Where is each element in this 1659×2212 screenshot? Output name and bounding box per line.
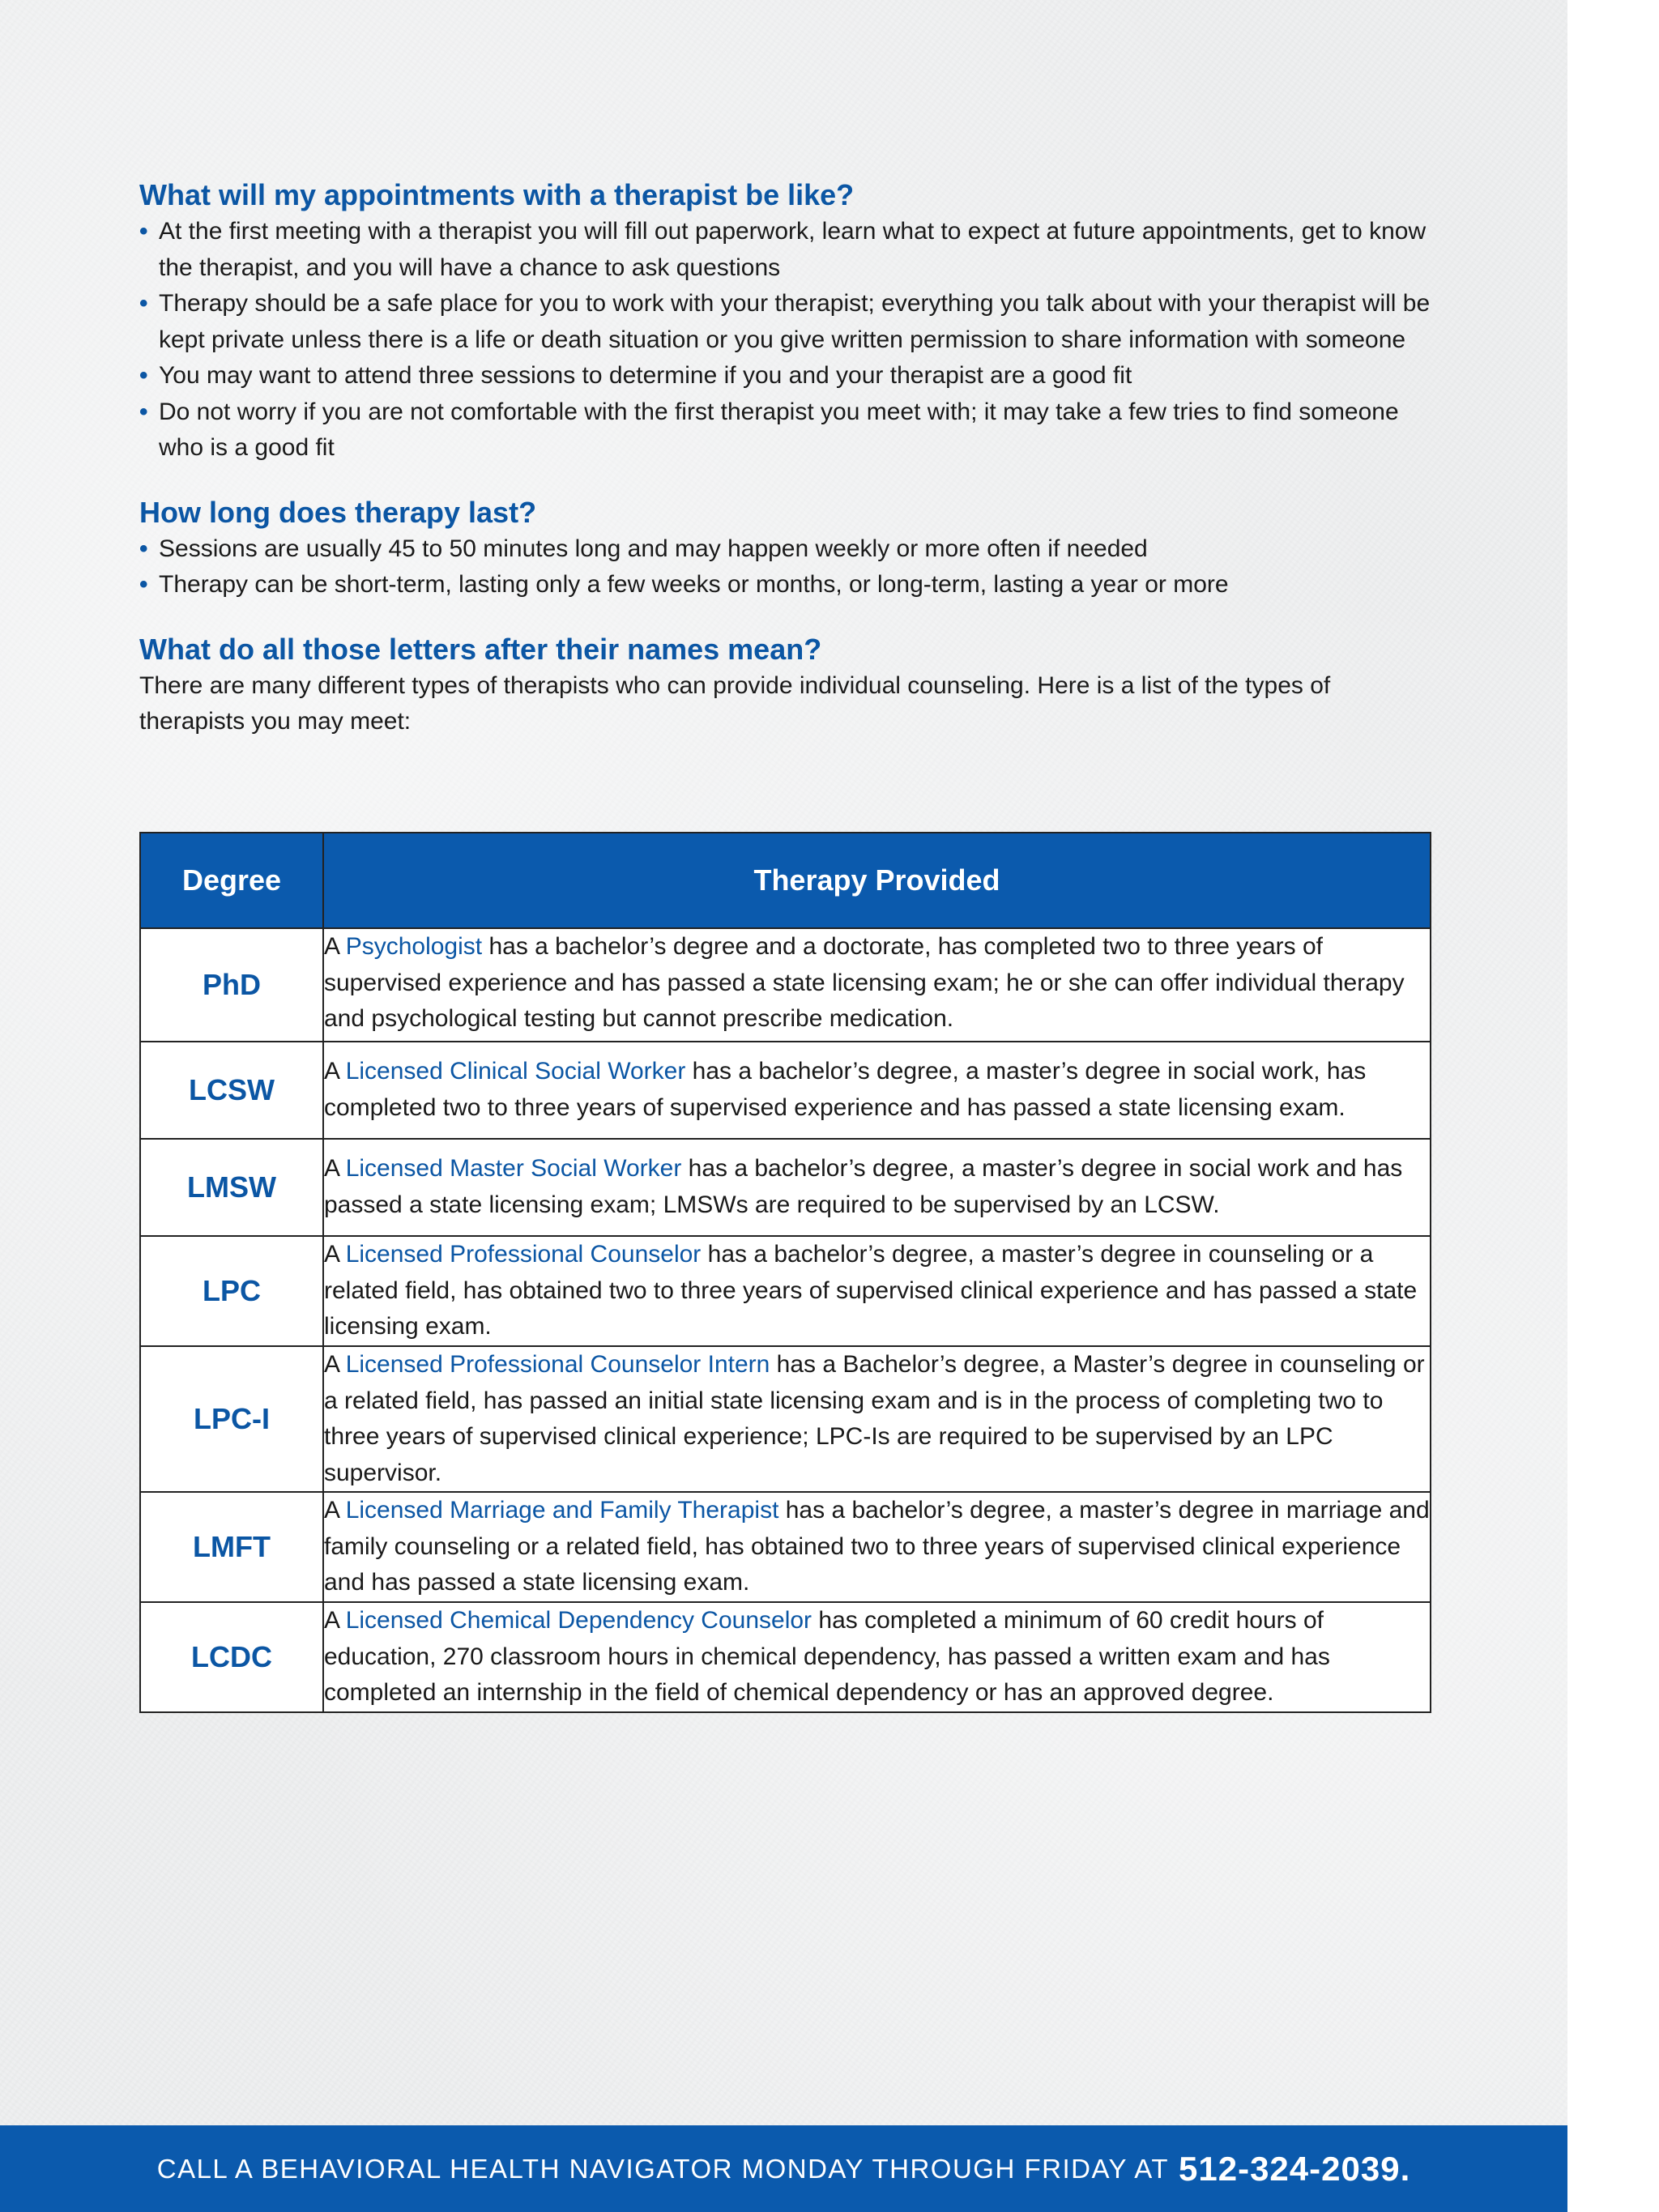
list-item: • Therapy can be short-term, lasting only a few weeks or months, or long-term, lasting a year or more (139, 567, 1435, 603)
description-cell: A Psychologist has a bachelor’s degree and a doctorate, has completed two to three years of supervised experience and has passed a state licensing exam; he or she can offer individual therapy and psychological testing but cannot prescribe medication. (323, 928, 1431, 1042)
bullet-icon: • (139, 571, 148, 598)
footer-phone-number: 512-324-2039. (1179, 2149, 1411, 2188)
bullet-icon: • (139, 398, 148, 425)
description-cell: A Licensed Professional Counselor Intern has a Bachelor’s degree, a Master’s degree in counseling or a related field, has passed an initial state licensing exam and is in the process of completing two to three years of supervised clinical experience; LPC-Is are required to be supervised by an LPC supervisor. (323, 1346, 1431, 1492)
bullet-icon: • (139, 218, 148, 245)
degree-term: Licensed Professional Counselor (345, 1241, 702, 1268)
degree-cell: LPC (140, 1236, 323, 1346)
description-cell: A Licensed Chemical Dependency Counselor has completed a minimum of 60 credit hours of education, 270 classroom hours in chemical dependency, has passed a written exam and has completed an internship in the field of chemical dependency or has an approved degree. (323, 1602, 1431, 1712)
list-item: • You may want to attend three sessions to determine if you and your therapist are a good fit (139, 358, 1435, 394)
table-row (140, 1139, 1431, 1236)
main-content (139, 177, 1435, 740)
list-item: • At the first meeting with a therapist you will fill out paperwork, learn what to expect at future appointments, get to know the therapist, and you will have a chance to ask questions (139, 214, 1435, 286)
degrees-table (139, 832, 1431, 1713)
section-therapy-length (139, 494, 1435, 603)
heading-therapy-length: How long does therapy last? (139, 495, 537, 529)
heading-letters: What do all those letters after their names mean? (139, 632, 822, 666)
degree-term: Licensed Chemical Dependency Counselor (345, 1607, 812, 1634)
list-item: • Sessions are usually 45 to 50 minutes long and may happen weekly or more often if needed (139, 531, 1435, 568)
degree-term: Licensed Professional Counselor Intern (345, 1351, 770, 1378)
header-degree: Degree (140, 833, 323, 928)
header-therapy-provided: Therapy Provided (323, 833, 1431, 928)
degree-cell: LCSW (140, 1042, 323, 1139)
degree-term: Licensed Marriage and Family Therapist (345, 1497, 779, 1524)
table-header-row (140, 833, 1431, 928)
section-appointments (139, 177, 1435, 467)
degree-term: Licensed Master Social Worker (345, 1155, 682, 1182)
degree-cell: LMSW (140, 1139, 323, 1236)
footer-text: CALL A BEHAVIORAL HEALTH NAVIGATOR MONDAY THROUGH FRIDAY AT (156, 2153, 1170, 2184)
table-row (140, 1602, 1431, 1712)
list-item: • Therapy should be a safe place for you to work with your therapist; everything you talk about with your therapist will be kept private unless there is a life or death situation or you give written permission to share information with someone (139, 286, 1435, 358)
bullet-icon: • (139, 362, 148, 389)
footer-banner (0, 2125, 1567, 2212)
table-row (140, 928, 1431, 1042)
section-letters (139, 631, 1435, 740)
table-row (140, 1346, 1431, 1492)
table-row (140, 1236, 1431, 1346)
table-row (140, 1492, 1431, 1602)
description-cell: A Licensed Marriage and Family Therapist has a bachelor’s degree, a master’s degree in marriage and family counseling or a related field, has obtained two to three years of supervised clinical experience and has passed a state licensing exam. (323, 1492, 1431, 1602)
description-cell: A Licensed Clinical Social Worker has a bachelor’s degree, a master’s degree in social work, has completed two to three years of supervised experience and has passed a state licensing exam. (323, 1042, 1431, 1139)
list-item: • Do not worry if you are not comfortable with the first therapist you meet with; it may take a few tries to find someone who is a good fit (139, 394, 1435, 467)
bullet-icon: • (139, 535, 148, 562)
therapy-length-list (139, 531, 1435, 603)
heading-appointments: What will my appointments with a therapist be like? (139, 178, 855, 211)
degree-cell: LCDC (140, 1602, 323, 1712)
degree-term: Licensed Clinical Social Worker (345, 1058, 686, 1085)
bullet-icon: • (139, 290, 148, 317)
degree-cell: PhD (140, 928, 323, 1042)
description-cell: A Licensed Professional Counselor has a bachelor’s degree, a master’s degree in counseling or a related field, has obtained two to three years of supervised clinical experience and has passed a state licensing exam. (323, 1236, 1431, 1346)
description-cell: A Licensed Master Social Worker has a bachelor’s degree, a master’s degree in social work and has passed a state licensing exam; LMSWs are required to be supervised by an LCSW. (323, 1139, 1431, 1236)
degree-term: Psychologist (345, 933, 483, 960)
degree-cell: LPC-I (140, 1346, 323, 1492)
table-row (140, 1042, 1431, 1139)
letters-intro: There are many different types of therapists who can provide individual counseling. Here is a list of the types of therapists you may meet: (139, 671, 1331, 735)
degree-cell: LMFT (140, 1492, 323, 1602)
appointments-list (139, 214, 1435, 467)
